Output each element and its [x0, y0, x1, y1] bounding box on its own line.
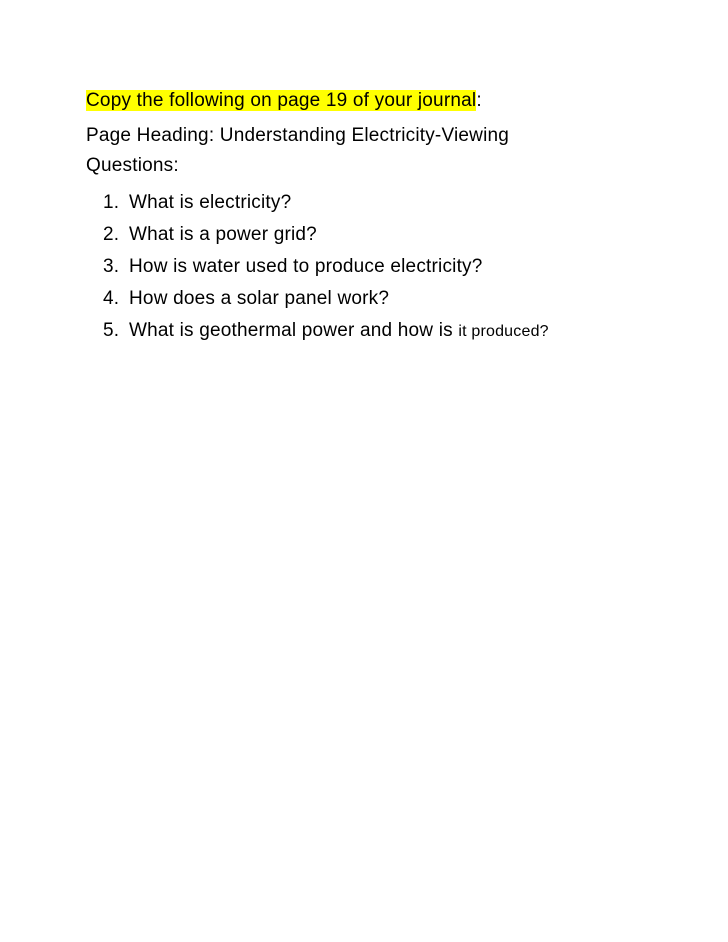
question-number: 3.: [103, 256, 120, 277]
list-item: [86, 187, 646, 219]
list-item: [86, 315, 646, 347]
highlighted-instruction: Copy the following on page 19 of your journal: [86, 90, 477, 111]
list-item: [86, 251, 646, 283]
page-heading: Page Heading: Understanding Electricity-Viewing: [86, 125, 510, 146]
list-item: [86, 283, 646, 315]
instruction-line: [86, 86, 646, 116]
question-text: [129, 315, 549, 347]
question-number: 1.: [103, 192, 120, 213]
question-number: 4.: [103, 288, 120, 309]
question-text-main: What is geothermal power and how is: [129, 320, 459, 341]
question-text: How does a solar panel work?: [129, 288, 390, 309]
list-item: [86, 219, 646, 251]
question-text-small: it produced?: [458, 323, 549, 340]
question-number: 5.: [103, 320, 120, 341]
question-number: 2.: [103, 224, 120, 245]
question-text: How is water used to produce electricity?: [129, 256, 483, 277]
question-text: What is a power grid?: [129, 224, 317, 245]
question-text: What is electricity?: [129, 192, 292, 213]
questions-label: Questions:: [86, 155, 179, 176]
questions-list: [86, 187, 646, 347]
instruction-colon: :: [476, 90, 482, 111]
document-content: [86, 86, 646, 347]
